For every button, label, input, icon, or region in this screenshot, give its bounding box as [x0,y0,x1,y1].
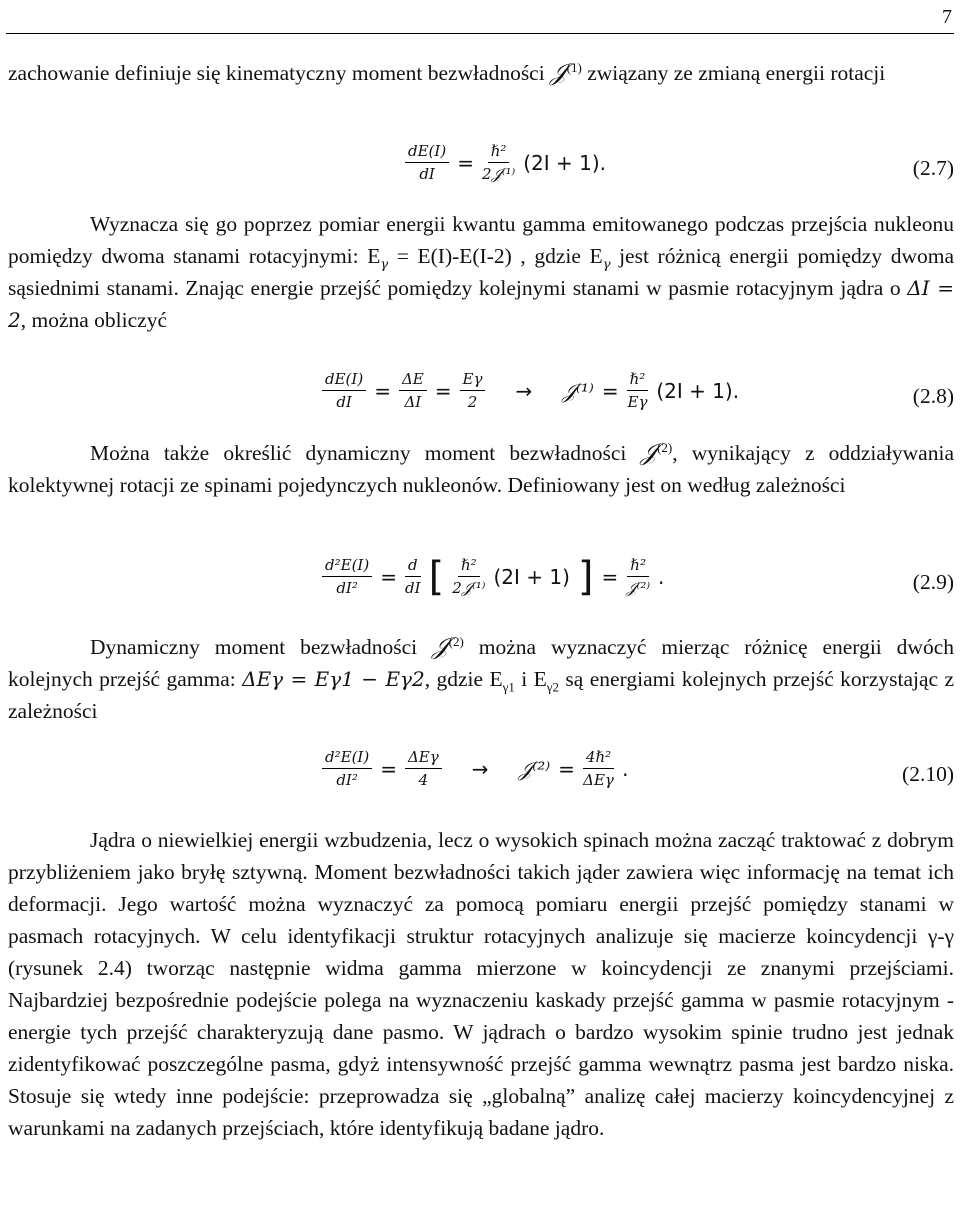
eq29-f3: $\frac{\text{ℏ²}}{\text{2𝒥⁽¹⁾}}$ [452,556,486,597]
eq27-tail: (2I + 1). [523,150,607,175]
arrow-icon-2: → [471,756,489,781]
inertia-sup-3: (2) [448,633,464,649]
eq28-f2: $\frac{\Delta E}{\Delta I}$ [399,370,427,411]
para3-text-2: , wynikający z oddziaływania kolektywnej rotacji ze spinami pojedynczych nukleonów. Definiowany jest on według zależności [8,441,954,497]
paragraph-4 [8,630,954,727]
eq29-inner: (2I + 1) [493,564,570,589]
equation-2-9: $\frac{\text{d²E(I)}}{\text{dI²}}$ = $\frac{d}{dI}$ [ $\frac{\text{ℏ²}}{\text{2𝒥⁽¹⁾}}$ (2I + 1) ] = $\frac{\text{ℏ²}}{\text{𝒥⁽²⁾}}$ . (2.9) [0,556,960,616]
para4-text-3: , gdzie E [424,667,503,691]
page-number: 7 [942,6,952,28]
header-rule [6,33,954,34]
equation-2-8: $\frac{dE(I)}{dI}$ = $\frac{\Delta E}{\Delta I}$ = $\frac{E\gamma}{2}$ → 𝒥⁽¹⁾ = $\frac{\text{ℏ²}}{E\gamma}$ (2I + 1). (2.8) [0,370,960,430]
para4-sub-2: γ2 [546,679,560,695]
para4-text-1: Dynamiczny moment bezwładności [90,635,433,659]
eq27-rhs: $\frac{\text{ℏ²}}{\text{2𝒥⁽¹⁾}}$ [481,142,516,183]
eq29-f1: $\frac{\text{d²E(I)}}{\text{dI²}}$ [322,556,372,597]
para1-text-b: związany ze zmianą energii rotacji [581,61,886,85]
eq210-f2: $\frac{\text{ΔEγ}}{4}$ [405,748,442,789]
para1-text-a: zachowanie definiuje się kinematyczny moment bezwładności [8,61,545,85]
arrow-icon: → [515,378,533,403]
equation-2-10: $\frac{\text{d²E(I)}}{\text{dI²}}$ = $\frac{\text{ΔEγ}}{4}$ → 𝒥⁽²⁾ = $\frac{\text{4ℏ²}}{\text{ΔEγ}}$ . (2.10) [0,748,960,808]
eq28-f3: $\frac{E\gamma}{2}$ [460,370,486,411]
paragraph-3 [8,436,954,501]
eq28-f4: $\frac{\text{ℏ²}}{E\gamma}$ [627,370,648,411]
para4-sub-1: γ1 [502,679,515,695]
eq29-f4: $\frac{\text{ℏ²}}{\text{𝒥⁽²⁾}}$ [626,556,651,597]
eq210-f1: $\frac{\text{d²E(I)}}{\text{dI²}}$ [322,748,372,789]
para2-text-4: , można obliczyć [20,308,167,332]
inertia-sup: (1) [566,59,582,75]
eq210-f3: $\frac{\text{4ℏ²}}{\text{ΔEγ}}$ [583,748,614,789]
eq-number-2-9: (2.9) [912,570,954,594]
eq-number-2-8: (2.8) [912,384,954,408]
eq28-j: 𝒥⁽¹⁾ [562,378,594,403]
para2-math: ΔI = 2 [8,276,954,332]
para2-sub-2: γ [602,257,611,273]
eq29-f2: $\frac{d}{dI}$ [405,556,421,597]
paragraph-2 [8,208,954,336]
paragraph-1 [8,56,954,89]
paragraph-5: Jądra o niewielkiej energii wzbudzenia, lecz o wysokich spinach można zacząć traktować z dobrym przybliżeniem jako bryłę sztywną. Moment bezwładności takich jąder zawiera więc informację na temat ich deformacji. Jego wartość można wyznaczyć za pomocą pomiaru energii przejść pomiędzy stanami w pasmach rotacyjnych. W celu identyfikacji struktur rotacyjnych analizuje się macierze koincydencji γ-γ (rysunek 2.4) tworząc następnie widma gamma mierzone w koincydencji ze znanymi przejściami. Najbardziej bezpośrednie podejście polega na wyznaczeniu kaskady przejść gamma w pasmie rotacyjnym - energie tych przejść charakteryzują dane pasmo. W jądrach o bardzo wysokim spinie trudno jest jednak zidentyfikować poszczególne pasma, gdyż intensywność przejść gamma wewnątrz pasma jest bardzo niska. Stosuje się wtedy inne podejście: przeprowadza się „globalną” analizę całej macierzy koincydencyjnej z warunkami na zadanych przejściach, które identyfikują badane jądro. [8,828,954,1140]
inertia-sup-2: (2) [657,439,673,455]
para4-text-5: są energiami kolejnych przejść korzystając z zależności [8,667,955,723]
para2-text-1: Wyznacza się go poprzez pomiar energii kwantu gamma emitowanego podczas przejścia nukleonu pomiędzy dwoma stanami rotacyjnymi: E [8,212,954,268]
equation-2-7: $\frac{dE(I)}{dI}$ = $\frac{\text{ℏ²}}{\text{2𝒥⁽¹⁾}}$ (2I + 1). (2.7) [0,142,960,202]
para4-text-4: i E [514,667,547,691]
eq27-lhs: $\frac{dE(I)}{dI}$ [405,142,449,183]
eq-number-2-7: (2.7) [912,156,954,180]
inertia-symbol-2: 𝒥 [640,438,658,466]
inertia-symbol: 𝒥 [550,58,567,86]
para4-math: ΔEγ = Eγ1 − Eγ2 [242,667,425,691]
inertia-symbol-3: 𝒥 [432,632,449,660]
para2-sub-1: γ [380,257,389,273]
para2-text-2: = E(I)-E(I-2) , gdzie E [388,244,603,268]
para2-text-3: jest różnicą energii pomiędzy dwoma sąsiednimi stanami. Znając energie przejść pomiędzy kolejnymi stanami w pasmie rotacyjnym jądra o [8,244,954,300]
eq210-j: 𝒥⁽²⁾ [518,756,551,781]
para4-text-2: można wyznaczyć mierząc różnicę energii dwóch kolejnych przejść gamma: [8,635,955,691]
eq28-tail: (2I + 1). [656,378,740,403]
eq-number-2-10: (2.10) [902,762,954,786]
para3-text-1: Można także określić dynamiczny moment bezwładności [90,441,641,465]
eq28-f1: $\frac{dE(I)}{dI}$ [322,370,366,411]
